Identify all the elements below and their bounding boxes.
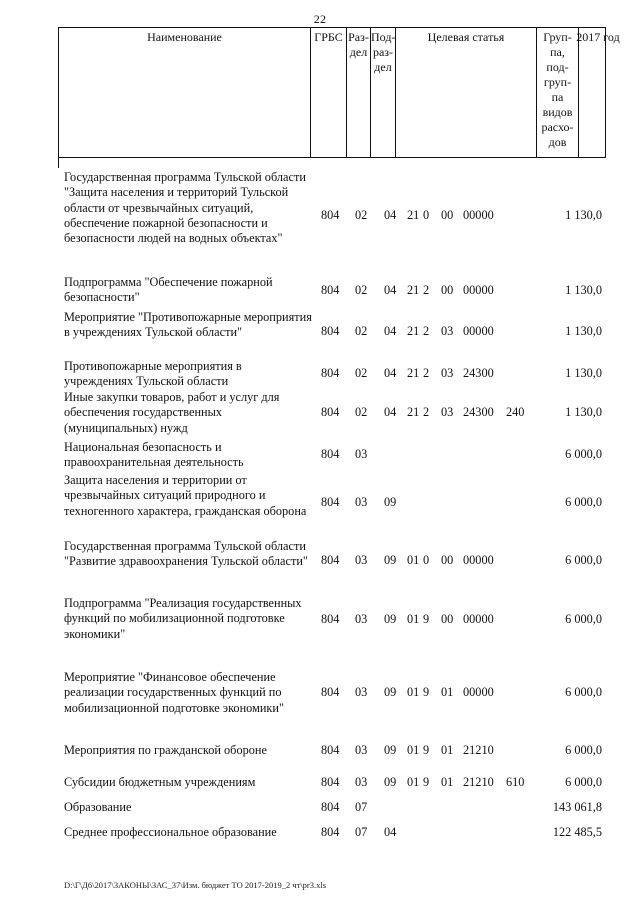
row-name: Среднее профессиональное образование bbox=[64, 825, 277, 839]
row-name: Мероприятие "Финансовое обеспечение реализации государственных функций по мобилизационной подготовке экономики" bbox=[64, 670, 285, 715]
row-name: Подпрограмма "Реализация государственных функций по мобилизационной подготовке экономики" bbox=[64, 596, 302, 641]
header-vid: Груп- па, под- груп- па видов расхо- дов bbox=[537, 28, 579, 157]
header-name: Наименование bbox=[59, 28, 311, 157]
row-name: Государственная программа Тульской области "Развитие здравоохранения Тульской области" bbox=[64, 539, 308, 569]
row-name: Национальная безопасность и правоохранительная деятельность bbox=[64, 440, 244, 470]
row-name: Подпрограмма "Обеспечение пожарной безопасности" bbox=[64, 275, 273, 305]
header-celevaya: Целевая статья bbox=[396, 28, 537, 157]
row-name: Субсидии бюджетным учреждениям bbox=[64, 775, 256, 789]
header-podrazdel: Под- раз- дел bbox=[371, 28, 396, 157]
row-name: Иные закупки товаров, работ и услуг для обеспечения государственных (муниципальных) нужд bbox=[64, 390, 280, 435]
row-name: Мероприятия по гражданской обороне bbox=[64, 743, 267, 757]
header-razdel: Раз- дел bbox=[347, 28, 371, 157]
page-number: 22 bbox=[313, 12, 327, 26]
table-left-border bbox=[58, 158, 59, 168]
row-name: Защита населения и территории от чрезвычайных ситуаций природного и техногенного характера, гражданская оборона bbox=[64, 473, 307, 518]
file-path-footer: D:\Г\Д6\2017\ЗАКОНЫ\ЗАС_37\Изм. бюджет ТО 2017-2019_2 чт\pr3.xls bbox=[64, 880, 327, 890]
table-header bbox=[58, 27, 620, 158]
row-name: Образование bbox=[64, 800, 132, 814]
row-name: Мероприятие "Противопожарные мероприятия в учреждениях Тульской области" bbox=[64, 310, 312, 340]
header-year: 2017 год bbox=[576, 30, 620, 44]
header-grbs: ГРБС bbox=[311, 28, 347, 157]
row-name: Противопожарные мероприятия в учреждениях Тульской области bbox=[64, 359, 242, 389]
row-name: Государственная программа Тульской области "Защита населения и территорий Тульской области от чрезвычайных ситуаций, обеспечение пожарной безопасности и безопасности людей на водных объектах" bbox=[64, 170, 306, 246]
